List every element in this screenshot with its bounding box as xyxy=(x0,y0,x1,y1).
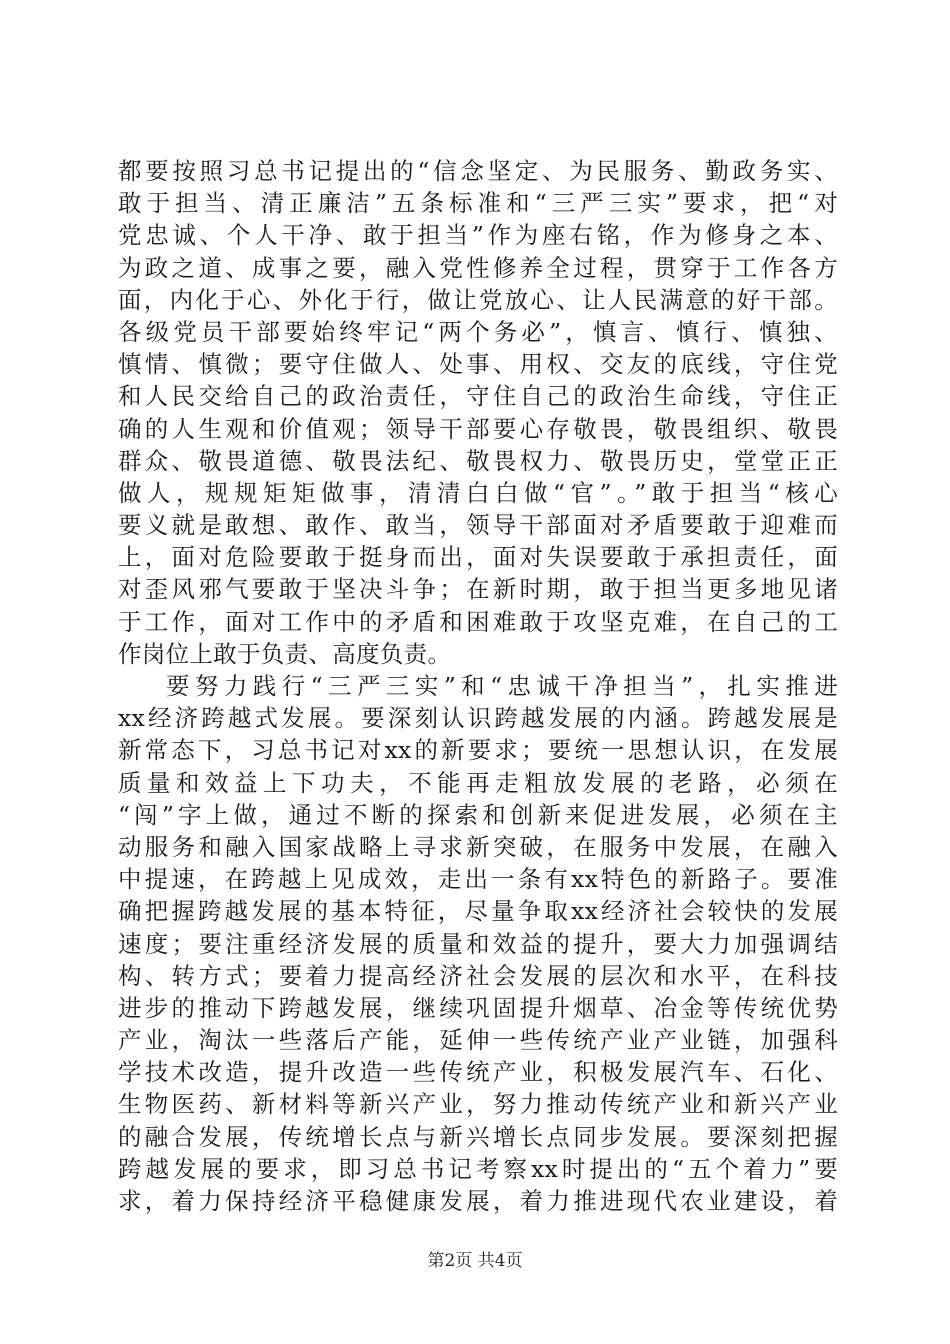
text-line: “闯”字上做，通过不断的探索和创新来促进发展，必须在主 xyxy=(118,800,838,829)
paragraph-end-line: 作岗位上敢于负责、高度负责。 xyxy=(118,639,452,668)
text-line: 慎情、慎微；要守住做人、处事、用权、交友的底线，守住党 xyxy=(118,350,838,379)
page-number-footer: 第2页 共4页 xyxy=(427,1251,523,1271)
text-line: 质量和效益上下功夫，不能再走粗放发展的老路，必须在 xyxy=(118,768,838,797)
text-line: 的融合发展，传统增长点与新兴增长点同步发展。要深刻把握 xyxy=(118,1122,838,1151)
document-body xyxy=(118,155,838,1217)
text-line: 速度；要注重经济发展的质量和效益的提升，要大力加强调结 xyxy=(118,929,838,958)
text-line: 动服务和融入国家战略上寻求新突破，在服务中发展，在融入 xyxy=(118,832,838,861)
text-line: 确把握跨越发展的基本特征，尽量争取xx经济社会较快的发展 xyxy=(118,897,838,926)
text-line: 中提速，在跨越上见成效，走出一条有xx特色的新路子。要准 xyxy=(118,865,838,894)
text-line: 敢于担当、清正廉洁”五条标准和“三严三实”要求，把“对 xyxy=(118,189,838,218)
text-line: 要义就是敢想、敢作、敢当，领导干部面对矛盾要敢于迎难而 xyxy=(118,511,838,540)
text-line: 党忠诚、个人干净、敢于担当”作为座右铭，作为修身之本、 xyxy=(118,221,838,250)
text-line: 为政之道、成事之要，融入党性修养全过程，贯穿于工作各方 xyxy=(118,253,838,282)
text-line: 确的人生观和价值观；领导干部要心存敬畏，敬畏组织、敬畏 xyxy=(118,414,838,443)
text-line: 求，着力保持经济平稳健康发展，着力推进现代农业建设，着 xyxy=(118,1187,838,1215)
text-line: 上，面对危险要敢于挺身而出，面对失误要敢于承担责任，面 xyxy=(118,543,838,572)
text-line: 生物医药、新材料等新兴产业，努力推动传统产业和新兴产业 xyxy=(118,1090,838,1119)
text-line: 做人，规规矩矩做事，清清白白做“官”。”敢于担当“核心 xyxy=(118,478,838,507)
text-line: 进步的推动下跨越发展，继续巩固提升烟草、冶金等传统优势 xyxy=(118,993,838,1022)
text-line: 群众、敬畏道德、敬畏法纪、敬畏权力、敬畏历史，堂堂正正 xyxy=(118,446,838,475)
text-line: 跨越发展的要求，即习总书记考察xx时提出的“五个着力”要 xyxy=(118,1154,838,1183)
text-line: 于工作，面对工作中的矛盾和困难敢于攻坚克难，在自己的工 xyxy=(118,607,838,636)
text-line: 学技术改造，提升改造一些传统产业，积极发展汽车、石化、 xyxy=(118,1058,838,1087)
text-line: xx经济跨越式发展。要深刻认识跨越发展的内涵。跨越发展是 xyxy=(118,704,838,733)
text-line: 对歪风邪气要敢于坚决斗争；在新时期，敢于担当更多地见诸 xyxy=(118,575,838,604)
text-line: 新常态下，习总书记对xx的新要求；要统一思想认识，在发展 xyxy=(118,736,838,765)
text-line: 各级党员干部要始终牢记“两个务必”，慎言、慎行、慎独、 xyxy=(118,317,838,346)
text-line: 和人民交给自己的政治责任，守住自己的政治生命线，守住正 xyxy=(118,382,838,411)
text-line: 都要按照习总书记提出的“信念坚定、为民服务、勤政务实、 xyxy=(118,157,838,185)
paragraph-start-line: 要努力践行“三严三实”和“忠诚干净担当”，扎实推进 xyxy=(166,672,838,700)
text-line: 面，内化于心、外化于行，做让党放心、让人民满意的好干部。 xyxy=(118,285,838,314)
text-line: 构、转方式；要着力提高经济社会发展的层次和水平，在科技 xyxy=(118,961,838,990)
text-line: 产业，淘汰一些落后产能，延伸一些传统产业产业链，加强科 xyxy=(118,1026,838,1055)
